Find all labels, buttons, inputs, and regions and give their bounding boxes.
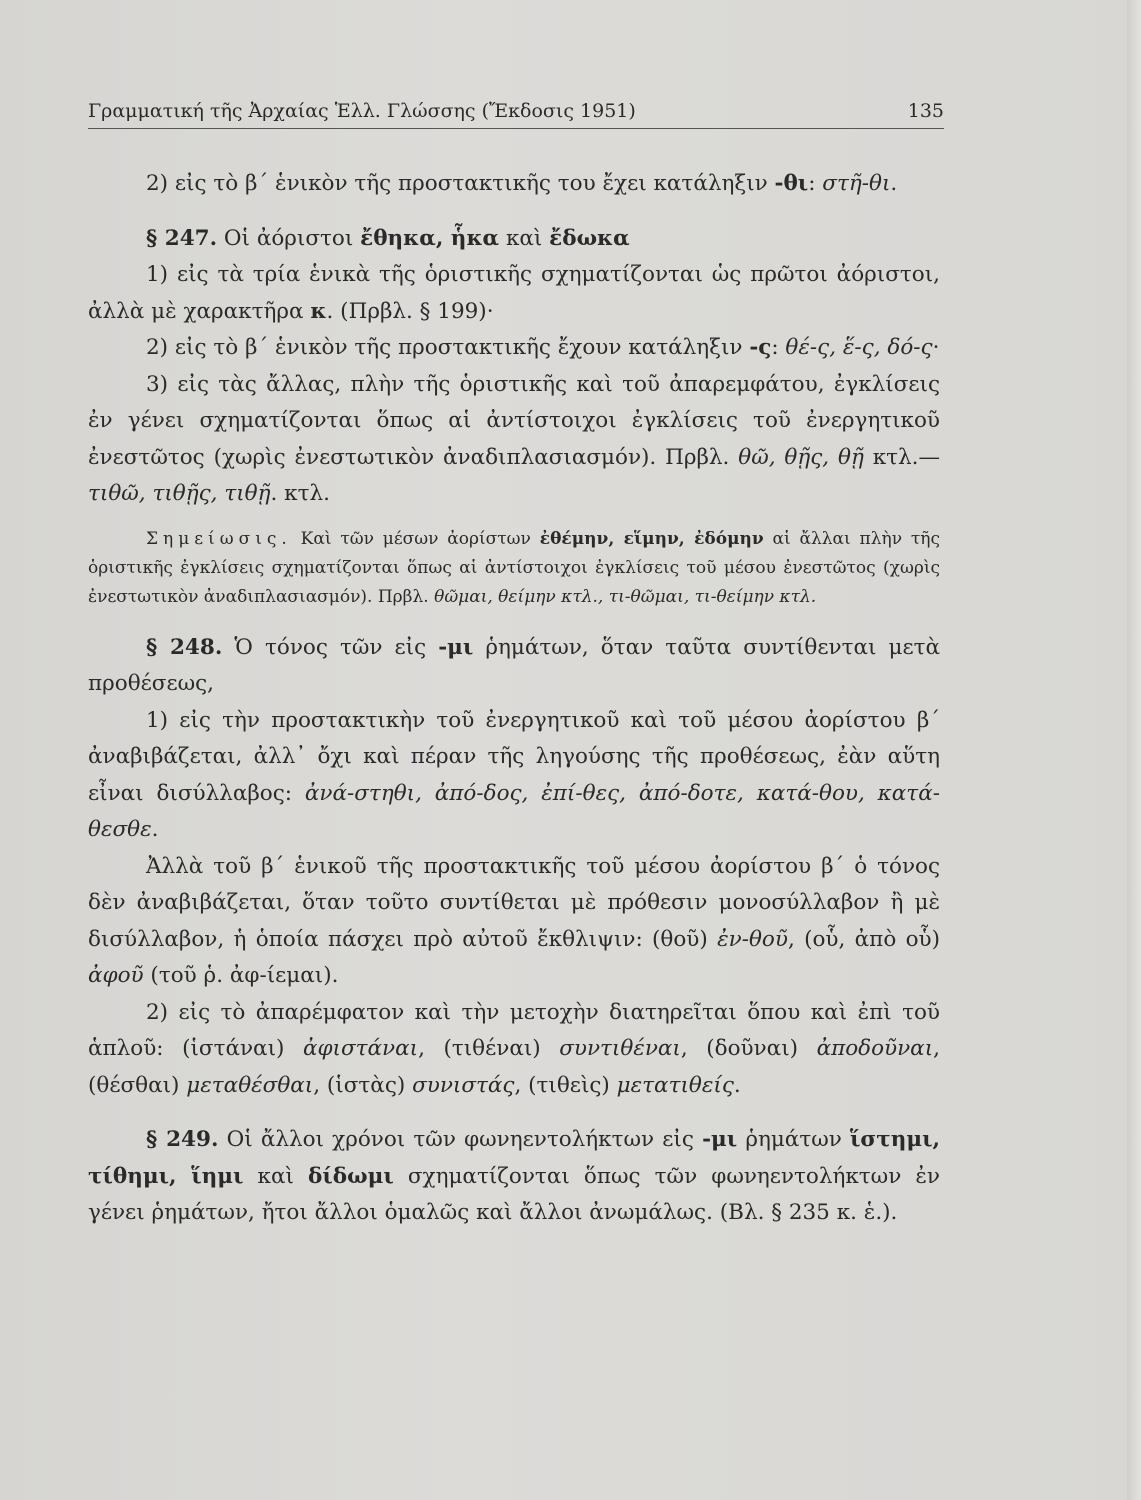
section-248-item-1: 1) εἰς τὴν προστακτικὴν τοῦ ἐνεργητικοῦ καὶ τοῦ μέσου ἀορίστου β΄ ἀναβιβάζεται, ἀλλ᾽ ὄχι καὶ πέραν τῆς ληγούσης τῆς προθέσεως, ἐὰν αὕτη εἶναι δισύλλαβος: ἀνά-στηθι, ἀπό-δος, ἐπί-θες, ἀπό-δοτε, κατά-θου, κατά-θεσθε. [88, 707, 940, 842]
section-248-alla: Ἀλλὰ τοῦ β΄ ἑνικοῦ τῆς προστακτικῆς τοῦ μέσου ἀορίστου β΄ ὁ τόνος δὲν ἀναβιβάζεται, ὅταν τοῦτο συντίθεται μὲ πρόθεσιν μονοσύλλαβον ἢ μὲ δισύλλαβον, ἡ ὁποία πάσχει πρὸ αὐτοῦ ἔκθλιψιν: (θοῦ) ἐν-θοῦ, (οὗ, ἀπὸ οὗ) ἀφοῦ (τοῦ ῥ. ἀφ-ίεμαι). [88, 853, 940, 988]
section-247-heading: § 247. Οἱ ἀόριστοι ἔθηκα, ἧκα καὶ ἔδωκα [146, 225, 630, 251]
section-249-paragraph: § 249. Οἱ ἄλλοι χρόνοι τῶν φωνηεντολήκτων εἰς -μι ῥημάτων ἵστημι, τίθημι, ἵημι καὶ δίδωμι σχηματίζονται ὅπως τῶν φωνηεντολήκτων ἐν γένει ῥημάτων, ἤτοι ἄλλοι ὁμαλῶς καὶ ἄλλοι ἀνωμάλως. (Βλ. § 235 κ. ἑ.). [88, 1127, 941, 1225]
section-number: § 249. [146, 1127, 219, 1152]
section-248-heading: § 248. Ὁ τόνος τῶν εἰς -μι ῥημάτων, ὅταν ταῦτα συντίθενται μετὰ προθέσεως, [88, 634, 941, 696]
running-header [88, 100, 944, 129]
section-247-item-1: 1) εἰς τὰ τρία ἑνικὰ τῆς ὁριστικῆς σχηματίζονται ὡς πρῶτοι ἀόριστοι, ἀλλὰ μὲ χαρακτῆρα κ. (Πρβλ. § 199)· [88, 262, 940, 324]
section-number: § 248. [146, 634, 223, 660]
section-247-item-3: 3) εἰς τὰς ἄλλας, πλὴν τῆς ὁριστικῆς καὶ τοῦ ἀπαρεμφάτου, ἐγκλίσεις ἐν γένει σχηματίζονται ὅπως αἱ ἀντίστοιχοι ἐγκλίσεις τοῦ ἐνεργητικοῦ ἐνεστῶτος (χωρὶς ἐνεστωτικὸν ἀναδιπλασιασμόν). Πρβλ. θῶ, θῇς, θῇ κτλ.—τιθῶ, τιθῇς, τιθῇ. κτλ. [88, 371, 940, 506]
paragraph-2-imperative: 2) εἰς τὸ β΄ ἑνικὸν τῆς προστακτικῆς του ἔχει κατάληξιν -θι: στῆ-θι. [146, 171, 898, 196]
page-number: 135 [907, 100, 944, 122]
section-248-item-2: 2) εἰς τὸ ἀπαρέμφατον καὶ τὴν μετοχὴν διατηρεῖται ὅπου καὶ ἐπὶ τοῦ ἁπλοῦ: (ἱστάναι) ἀφιστάναι, (τιθέναι) συντιθέναι, (δοῦναι) ἀποδοῦναι, (θέσθαι) μεταθέσθαι, (ἱστὰς) συνιστάς, (τιθεὶς) μετατιθείς. [88, 999, 940, 1098]
note-label: Σημείωσις. [146, 528, 292, 549]
note-paragraph: Σημείωσις. Καὶ τῶν μέσων ἀορίστων ἐθέμην, εἵμην, ἐδόμην αἱ ἄλλαι πλὴν τῆς ὁριστικῆς ἐγκλίσεις σχηματίζονται ὅπως αἱ ἀντίστοιχοι ἐγκλίσεις τοῦ μέσου ἐνεστῶτος (χωρὶς ἐνεστωτικὸν ἀναδιπλασιασμόν). Πρβλ. θῶμαι, θείμην κτλ., τι-θῶμαι, τι-θείμην κτλ. [88, 528, 940, 607]
section-247-item-2: 2) εἰς τὸ β΄ ἑνικὸν τῆς προστακτικῆς ἔχουν κατάληξιν -ς: θέ-ς, ἕ-ς, δό-ς· [146, 335, 940, 360]
page-edge [1127, 0, 1141, 1500]
section-number: § 247. [146, 225, 218, 251]
header-title: Γραμματική τῆς Ἀρχαίας Ἑλλ. Γλώσσης (Ἔκδοσις 1951) [88, 100, 636, 122]
page-body [88, 166, 940, 1232]
